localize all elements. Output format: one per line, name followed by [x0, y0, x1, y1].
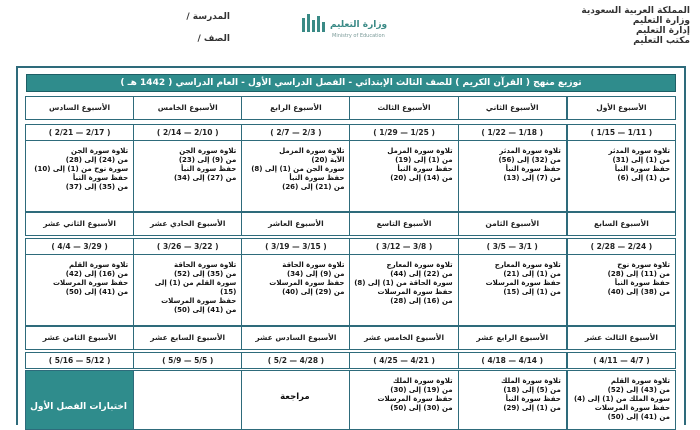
school-label: المدرسة / [186, 12, 230, 22]
week-content: تلاوة سورة المعارج من (22) إلى (44) سورة الحاقة من (1) إلى (8) حفظ سورة المرسلات من (16) إلى (28) [349, 254, 458, 326]
week-label: الأسبوع الثاني عشر [25, 212, 134, 236]
week-content: تلاوة سورة المزمل الآية (20) سورة الجن من (1) إلى (8) حفظ سورة النبأ من (21) إلى (26) [241, 140, 350, 212]
week-dates: ( 1/11 — 1/15 ) [567, 124, 676, 141]
week-label: الأسبوع الرابع [241, 96, 350, 120]
week-content: تلاوة سورة المعارج من (1) إلى (21) حفظ سورة المرسلات من (1) إلى (15) [458, 254, 567, 326]
week-dates: ( 2/17 — 2/21 ) [25, 124, 134, 141]
week-dates: ( 3/8 — 3/12 ) [349, 238, 458, 255]
week-dates: ( 5/12 — 5/16 ) [25, 352, 134, 369]
week-label: الأسبوع التاسع [349, 212, 458, 236]
week-dates: ( 2/24 — 2/28 ) [567, 238, 676, 255]
week-content: تلاوة سورة الحاقة من (9) إلى (34) حفظ سورة المرسلات من (29) إلى (40) [241, 254, 350, 326]
week-dates: ( 3/22 — 3/26 ) [133, 238, 242, 255]
week-dates: ( 3/29 — 4/4 ) [25, 238, 134, 255]
week-label: الأسبوع الثامن عشر [25, 326, 134, 350]
week-dates: ( 3/15 — 3/19 ) [241, 238, 350, 255]
week-label: الأسبوع الأول [567, 96, 676, 120]
week-content: تلاوة سورة المدثر من (32) إلى (56) حفظ سورة النبأ من (7) إلى (13) [458, 140, 567, 212]
week-dates: ( 4/28 — 5/2 ) [241, 352, 350, 369]
week-label: الأسبوع العاشر [241, 212, 350, 236]
week-content: تلاوة سورة القلم من (43) إلى (52) سورة الملك من (1) إلى (4) حفظ سورة المرسلات من (41) إلى (50) [567, 370, 676, 430]
week-label: الأسبوع الثاني [458, 96, 567, 120]
week-content: تلاوة سورة الملك من (5) إلى (18) حفظ سورة النبأ من (1) إلى (29) [458, 370, 567, 430]
header-line: وزارة التعليم [632, 16, 690, 26]
content-row [26, 254, 676, 326]
week-header-row [26, 96, 676, 120]
header-line: المملكة العربية السعودية [581, 6, 690, 16]
week-dates: ( 1/18 — 1/22 ) [458, 124, 567, 141]
exams-cell: اختبارات الفصل الأول [25, 370, 134, 430]
week-label: الأسبوع الثالث [349, 96, 458, 120]
table-title: توزيع منهج ( القرآن الكريم ) للصف الثالث الإبتدائي - الفصل الدراسي الأول - العام الدراسي ( 1442 هـ ) [26, 74, 676, 92]
logo-subtext: Ministry of Education [332, 33, 385, 39]
content-row [26, 370, 676, 430]
date-row [26, 124, 676, 141]
week-dates: ( 4/14 — 4/18 ) [458, 352, 567, 369]
week-content: تلاوة سورة نوح من (11) إلى (28) حفظ سورة النبأ من (38) إلى (40) [567, 254, 676, 326]
week-content: تلاوة سورة القلم من (16) إلى (42) حفظ سورة المرسلات من (41) إلى (50) [25, 254, 134, 326]
curriculum-table [16, 66, 686, 425]
week-dates: ( 1/25 — 1/29 ) [349, 124, 458, 141]
week-dates: ( 4/7 — 4/11 ) [567, 352, 676, 369]
week-content: تلاوة سورة الجن من (9) إلى (23) حفظ سورة النبأ من (27) إلى (34) [133, 140, 242, 212]
week-dates: ( 4/21 — 4/25 ) [349, 352, 458, 369]
week-label: الأسبوع السادس [25, 96, 134, 120]
week-dates: ( 3/1 — 3/5 ) [458, 238, 567, 255]
week-label: الأسبوع الثامن [458, 212, 567, 236]
week-label: الأسبوع السادس عشر [241, 326, 350, 350]
date-row [26, 238, 676, 255]
header-line: مكتب التعليم [633, 36, 690, 46]
school-info [120, 6, 230, 50]
content-row [26, 140, 676, 212]
week-content: تلاوة سورة المزمل من (1) إلى (19) حفظ سورة النبأ من (14) إلى (20) [349, 140, 458, 212]
week-label: الأسبوع الحادي عشر [133, 212, 242, 236]
header-line: إدارة التعليم [635, 26, 690, 36]
date-row [26, 352, 676, 369]
week-label: الأسبوع السابع [567, 212, 676, 236]
week-label: الأسبوع الخامس عشر [349, 326, 458, 350]
week-header-row [26, 212, 676, 236]
logo-text: وزارة التعليم [330, 20, 388, 30]
week-content [133, 370, 242, 430]
week-content: تلاوة سورة الحاقة من (35) إلى (52) سورة القلم من (1) إلى (15) حفظ سورة المرسلات من (41) إلى (50) [133, 254, 242, 326]
week-dates: ( 5/5 — 5/9 ) [133, 352, 242, 369]
week-label: الأسبوع الثالث عشر [567, 326, 676, 350]
grade-label: الصف / [197, 34, 230, 44]
ministry-header [581, 6, 690, 46]
week-label: الأسبوع السابع عشر [133, 326, 242, 350]
week-content: تلاوة سورة المدثر من (1) إلى (31) حفظ سورة النبأ من (1) إلى (6) [567, 140, 676, 212]
week-header-row [26, 326, 676, 350]
week-content: تلاوة سورة الملك من (19) إلى (30) حفظ سورة المرسلات من (30) إلى (50) [349, 370, 458, 430]
week-label: الأسبوع الرابع عشر [458, 326, 567, 350]
week-label: الأسبوع الخامس [133, 96, 242, 120]
review-cell: مراجعة [241, 370, 350, 430]
week-content: تلاوة سورة الجن من (24) إلى (28) سورة نوح من (1) إلى (10) حفظ سورة النبأ من (35) إلى (37) [25, 140, 134, 212]
week-dates: ( 2/3 — 2/7 ) [241, 124, 350, 141]
week-dates: ( 2/10 — 2/14 ) [133, 124, 242, 141]
